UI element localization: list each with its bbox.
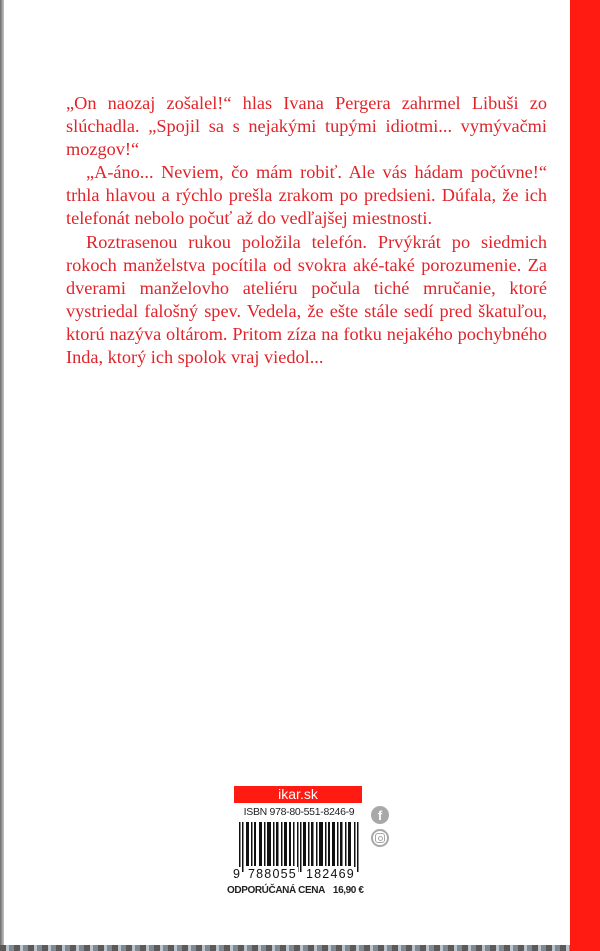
instagram-icon: [371, 829, 389, 847]
barcode-digits: [232, 867, 367, 881]
blurb-paragraph-3: Roztrasenou rukou položila telefón. Prvýkrát po siedmich rokoch manželstva pocítila od svokra aké-také porozumenie. Za dverami manželovho ateliéru počula tiché mručanie, ktoré vystriedal falošný spev. Vedela, že ešte stále sedí pred škatuľou, ktorú nazýva oltárom. Pritom zíza na fotku nejakého pochybného Inda, ktorý ich spolok vraj viedol...: [66, 231, 547, 368]
publisher-badge: ikar.sk: [234, 786, 362, 803]
barcode-digit-first: 9: [233, 867, 240, 881]
isbn-label: ISBN 978-80-551-8246-9: [243, 806, 355, 818]
price-value: 16,90 €: [332, 885, 364, 896]
facebook-icon: [371, 806, 389, 824]
facebook-glyph: f: [377, 808, 383, 823]
recommended-price: [227, 885, 387, 896]
red-spine: [570, 0, 600, 951]
back-cover-blurb: [66, 92, 547, 369]
blurb-paragraph-2: „A-áno... Neviem, čo mám robiť. Ale vás hádam počúvne!“ trhla hlavou a rýchlo prešla zrakom po predsieni. Dúfala, že ich telefonát nebolo počuť až do vedľajšej miestnosti.: [66, 162, 547, 229]
blurb-paragraph-1: „On naozaj zošalel!“ hlas Ivana Pergera zahrmel Libuši zo slúchadla. „Spojil sa s nejakými tupými idiotmi... vymývačmi mozgov!“: [66, 93, 547, 160]
barcode: [239, 822, 359, 872]
book-bottom-edge: [0, 945, 570, 951]
price-label: ODPORÚČANÁ CENA: [227, 885, 325, 896]
book-left-edge: [0, 0, 4, 951]
barcode-digits-right: 182469: [306, 867, 355, 881]
barcode-digits-left: 788055: [248, 867, 297, 881]
